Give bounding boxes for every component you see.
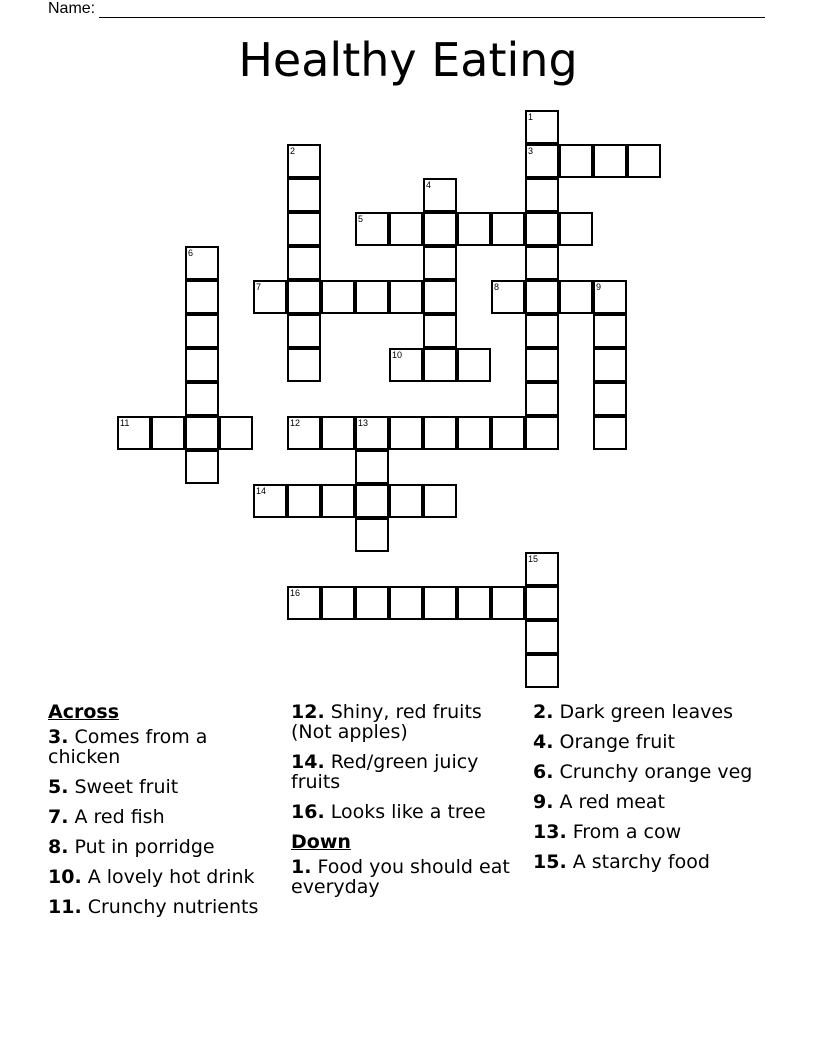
grid-cell[interactable]: [593, 382, 627, 416]
across-heading: Across: [48, 701, 120, 723]
grid-cell[interactable]: [491, 586, 525, 620]
clue-item: [291, 857, 521, 897]
grid-cell[interactable]: [525, 246, 559, 280]
grid-cell[interactable]: [423, 280, 457, 314]
clue-text: Sweet fruit: [68, 776, 179, 798]
grid-cell[interactable]: [525, 586, 559, 620]
grid-cell[interactable]: [287, 246, 321, 280]
grid-cell[interactable]: [525, 178, 559, 212]
grid-cell[interactable]: [525, 620, 559, 654]
cell-number: 2: [290, 146, 296, 156]
clue-item: [291, 752, 521, 792]
clue-text: Orange fruit: [553, 731, 676, 753]
clue-number: 9.: [533, 791, 554, 813]
grid-cell[interactable]: [321, 586, 355, 620]
grid-cell[interactable]: [321, 280, 355, 314]
grid-cell[interactable]: [525, 416, 559, 450]
grid-cell[interactable]: [355, 484, 389, 518]
clue-number: 15.: [533, 851, 567, 873]
grid-cell[interactable]: [525, 382, 559, 416]
clue-text: A lovely hot drink: [81, 866, 255, 888]
grid-cell[interactable]: [355, 212, 389, 246]
grid-cell[interactable]: [525, 212, 559, 246]
grid-cell[interactable]: [491, 280, 525, 314]
clue-column-3: [533, 702, 763, 882]
grid-cell[interactable]: [627, 144, 661, 178]
clue-text: A red fish: [68, 806, 165, 828]
grid-cell[interactable]: [321, 484, 355, 518]
grid-cell[interactable]: [287, 416, 321, 450]
cell-number: 15: [528, 554, 539, 564]
grid-cell[interactable]: [287, 484, 321, 518]
grid-cell[interactable]: [559, 280, 593, 314]
clue-item: [291, 702, 521, 742]
clue-item: [48, 867, 278, 887]
grid-cell[interactable]: [423, 484, 457, 518]
grid-cell[interactable]: [185, 416, 219, 450]
clue-item: [533, 702, 763, 722]
cell-number: 11: [120, 418, 130, 428]
grid-cell[interactable]: [423, 314, 457, 348]
grid-cell[interactable]: [525, 314, 559, 348]
clue-number: 13.: [533, 821, 567, 843]
grid-cell[interactable]: [457, 416, 491, 450]
grid-cell[interactable]: [525, 144, 559, 178]
grid-cell[interactable]: [287, 314, 321, 348]
cell-number: 14: [256, 486, 267, 496]
grid-cell[interactable]: [389, 212, 423, 246]
cell-number: 1: [528, 112, 534, 122]
grid-cell[interactable]: [253, 484, 287, 518]
clue-item: [48, 837, 278, 857]
grid-cell[interactable]: [559, 212, 593, 246]
grid-cell[interactable]: [525, 348, 559, 382]
cell-number: 8: [494, 282, 500, 292]
name-label: Name:: [48, 0, 96, 17]
grid-cell[interactable]: [423, 348, 457, 382]
cell-number: 10: [392, 350, 403, 360]
grid-cell[interactable]: [423, 178, 457, 212]
cell-number: 5: [358, 214, 364, 224]
down-heading: Down: [291, 831, 351, 853]
clue-number: 12.: [291, 701, 325, 723]
grid-cell[interactable]: [355, 518, 389, 552]
clue-text: Red/green juicy fruits: [291, 751, 479, 793]
grid-cell[interactable]: [287, 144, 321, 178]
grid-cell[interactable]: [593, 348, 627, 382]
page-title: Healthy Eating: [238, 33, 578, 87]
clue-number: 2.: [533, 701, 554, 723]
clue-text: Shiny, red fruits (Not apples): [291, 701, 482, 743]
grid-cell[interactable]: [117, 416, 151, 450]
grid-cell[interactable]: [423, 416, 457, 450]
grid-cell[interactable]: [389, 484, 423, 518]
clue-text: A red meat: [553, 791, 666, 813]
grid-cell[interactable]: [593, 314, 627, 348]
grid-cell[interactable]: [287, 280, 321, 314]
clue-number: 4.: [533, 731, 554, 753]
grid-cell[interactable]: [423, 212, 457, 246]
grid-cell[interactable]: [491, 416, 525, 450]
clue-text: Crunchy orange veg: [553, 761, 753, 783]
clue-item: [291, 802, 521, 822]
grid-cell[interactable]: [423, 246, 457, 280]
grid-cell[interactable]: [355, 450, 389, 484]
clue-text: From a cow: [566, 821, 682, 843]
cell-number: 4: [426, 180, 432, 190]
grid-cell[interactable]: [525, 110, 559, 144]
clue-item: [533, 792, 763, 812]
clue-number: 5.: [48, 776, 69, 798]
clue-number: 11.: [48, 896, 82, 918]
cell-number: 9: [596, 282, 602, 292]
grid-cell[interactable]: [457, 586, 491, 620]
grid-cell[interactable]: [423, 586, 457, 620]
cell-number: 6: [188, 248, 194, 258]
grid-cell[interactable]: [185, 382, 219, 416]
cell-number: 3: [528, 146, 534, 156]
clue-item: [48, 897, 278, 917]
grid-cell[interactable]: [253, 280, 287, 314]
clue-number: 14.: [291, 751, 325, 773]
grid-cell[interactable]: [287, 348, 321, 382]
grid-cell[interactable]: [355, 586, 389, 620]
grid-cell[interactable]: [389, 586, 423, 620]
clue-column-2: [291, 702, 521, 907]
clue-item: [48, 727, 278, 767]
clue-text: Food you should eat everyday: [291, 856, 510, 898]
clue-number: 8.: [48, 836, 69, 858]
grid-cell[interactable]: [287, 586, 321, 620]
clue-text: A starchy food: [566, 851, 710, 873]
grid-cell[interactable]: [389, 280, 423, 314]
clue-item: [533, 852, 763, 872]
clue-number: 7.: [48, 806, 69, 828]
clue-item: [533, 822, 763, 842]
grid-cell[interactable]: [389, 416, 423, 450]
clue-item: [533, 732, 763, 752]
clue-number: 1.: [291, 856, 312, 878]
grid-cell[interactable]: [525, 654, 559, 688]
grid-cell[interactable]: [559, 144, 593, 178]
grid-cell[interactable]: [525, 552, 559, 586]
grid-cell[interactable]: [287, 212, 321, 246]
clue-text: Dark green leaves: [553, 701, 733, 723]
grid-cell[interactable]: [185, 280, 219, 314]
clue-item: [48, 807, 278, 827]
grid-cell[interactable]: [593, 144, 627, 178]
grid-cell[interactable]: [185, 314, 219, 348]
cell-number: 7: [256, 282, 262, 292]
grid-cell[interactable]: [151, 416, 185, 450]
cell-number: 13: [358, 418, 369, 428]
clue-number: 3.: [48, 726, 69, 748]
grid-cell[interactable]: [219, 416, 253, 450]
grid-cell[interactable]: [593, 416, 627, 450]
clue-text: Comes from a chicken: [48, 726, 208, 768]
grid-cell[interactable]: [185, 246, 219, 280]
clue-text: Looks like a tree: [324, 801, 486, 823]
grid-cell[interactable]: [593, 280, 627, 314]
cell-number: 12: [290, 418, 301, 428]
clue-number: 16.: [291, 801, 325, 823]
grid-cell[interactable]: [389, 348, 423, 382]
grid-cell[interactable]: [287, 178, 321, 212]
grid-cell[interactable]: [355, 416, 389, 450]
clue-column-1: [48, 702, 278, 927]
clue-text: Crunchy nutrients: [81, 896, 259, 918]
grid-cell[interactable]: [355, 280, 389, 314]
clue-number: 6.: [533, 761, 554, 783]
clue-item: [48, 777, 278, 797]
clue-text: Put in porridge: [68, 836, 215, 858]
grid-cell[interactable]: [185, 348, 219, 382]
grid-cell[interactable]: [457, 212, 491, 246]
grid-cell[interactable]: [457, 348, 491, 382]
grid-cell[interactable]: [525, 280, 559, 314]
grid-cell[interactable]: [185, 450, 219, 484]
grid-cell[interactable]: [321, 416, 355, 450]
clue-number: 10.: [48, 866, 82, 888]
cell-number: 16: [290, 588, 301, 598]
clue-item: [533, 762, 763, 782]
grid-cell[interactable]: [491, 212, 525, 246]
